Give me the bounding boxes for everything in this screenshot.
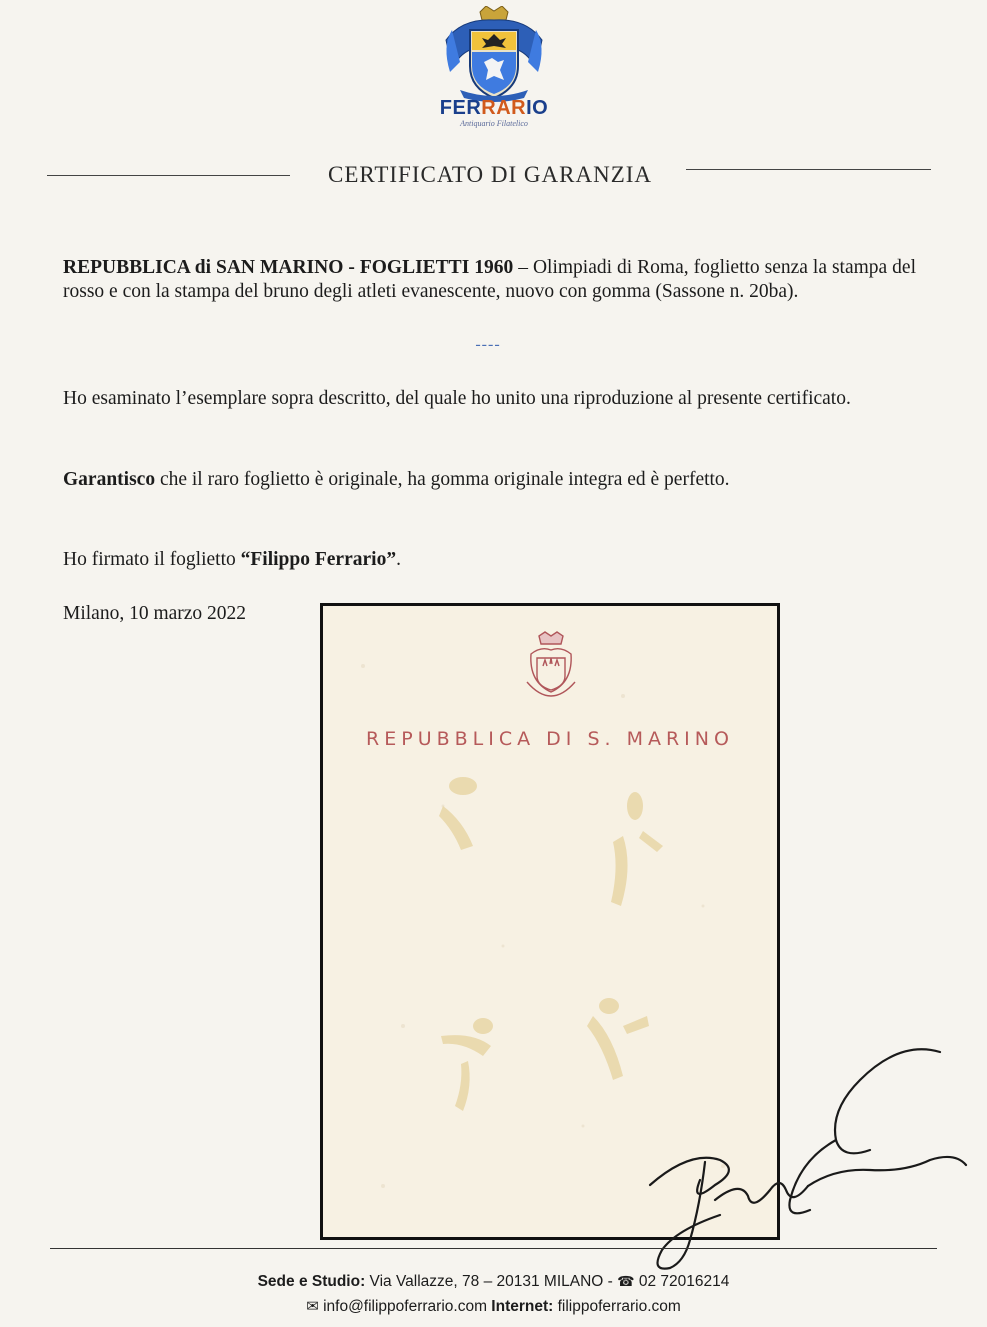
souvenir-sheet-image <box>320 603 780 1240</box>
stamp-description <box>63 256 916 304</box>
brand-tagline: Antiquario Filatelico <box>460 119 528 128</box>
title-rule-right <box>686 169 931 170</box>
signed-end: . <box>396 549 401 570</box>
address: Via Vallazze, 78 – 20131 MILANO - <box>365 1273 618 1290</box>
certificate-title: CERTIFICATO DI GARANZIA <box>327 162 653 187</box>
description-text: – Olimpiadi di Roma, foglietto senza la stampa del rosso e con la stampa del bruno degli atleti evanescente, nuovo con gomma (Sassone n. 20ba). <box>63 257 917 302</box>
signed-text: Ho firmato il foglietto <box>63 549 241 570</box>
phone-icon: ☎ <box>617 1273 635 1289</box>
internet-label: Internet: <box>491 1298 554 1315</box>
envelope-icon: ✉ <box>306 1298 319 1315</box>
title-rule-left <box>47 175 290 176</box>
email-address: info@filippoferrario.com <box>318 1298 492 1315</box>
footer-rule <box>50 1248 937 1249</box>
footer-address-line <box>0 1273 987 1291</box>
footer-contact-line <box>0 1297 987 1316</box>
examination-statement: Ho esaminato l’esemplare sopra descritto, del quale ho unito una riproduzione al presente certificato. <box>63 388 851 409</box>
phone-number: 02 72016214 <box>634 1273 730 1290</box>
signed-statement <box>63 548 916 572</box>
guarantee-heading: Garantisco <box>63 469 156 490</box>
guarantee-statement <box>63 468 916 492</box>
signed-name: “Filippo Ferrario” <box>240 549 397 570</box>
website: filippoferrario.com <box>553 1298 681 1315</box>
guarantee-text: che il raro foglietto è originale, ha gomma originale integra ed è perfetto. <box>155 469 730 490</box>
sheet-inscription: REPUBBLICA DI S. MARINO <box>366 728 734 750</box>
separator: ---- <box>475 336 501 353</box>
studio-label: Sede e Studio: <box>257 1273 366 1290</box>
brand-name: FERRARIO <box>439 97 549 119</box>
place-date: Milano, 10 marzo 2022 <box>63 603 247 624</box>
description-heading: REPUBBLICA di SAN MARINO - FOGLIETTI 1960 <box>63 257 514 278</box>
